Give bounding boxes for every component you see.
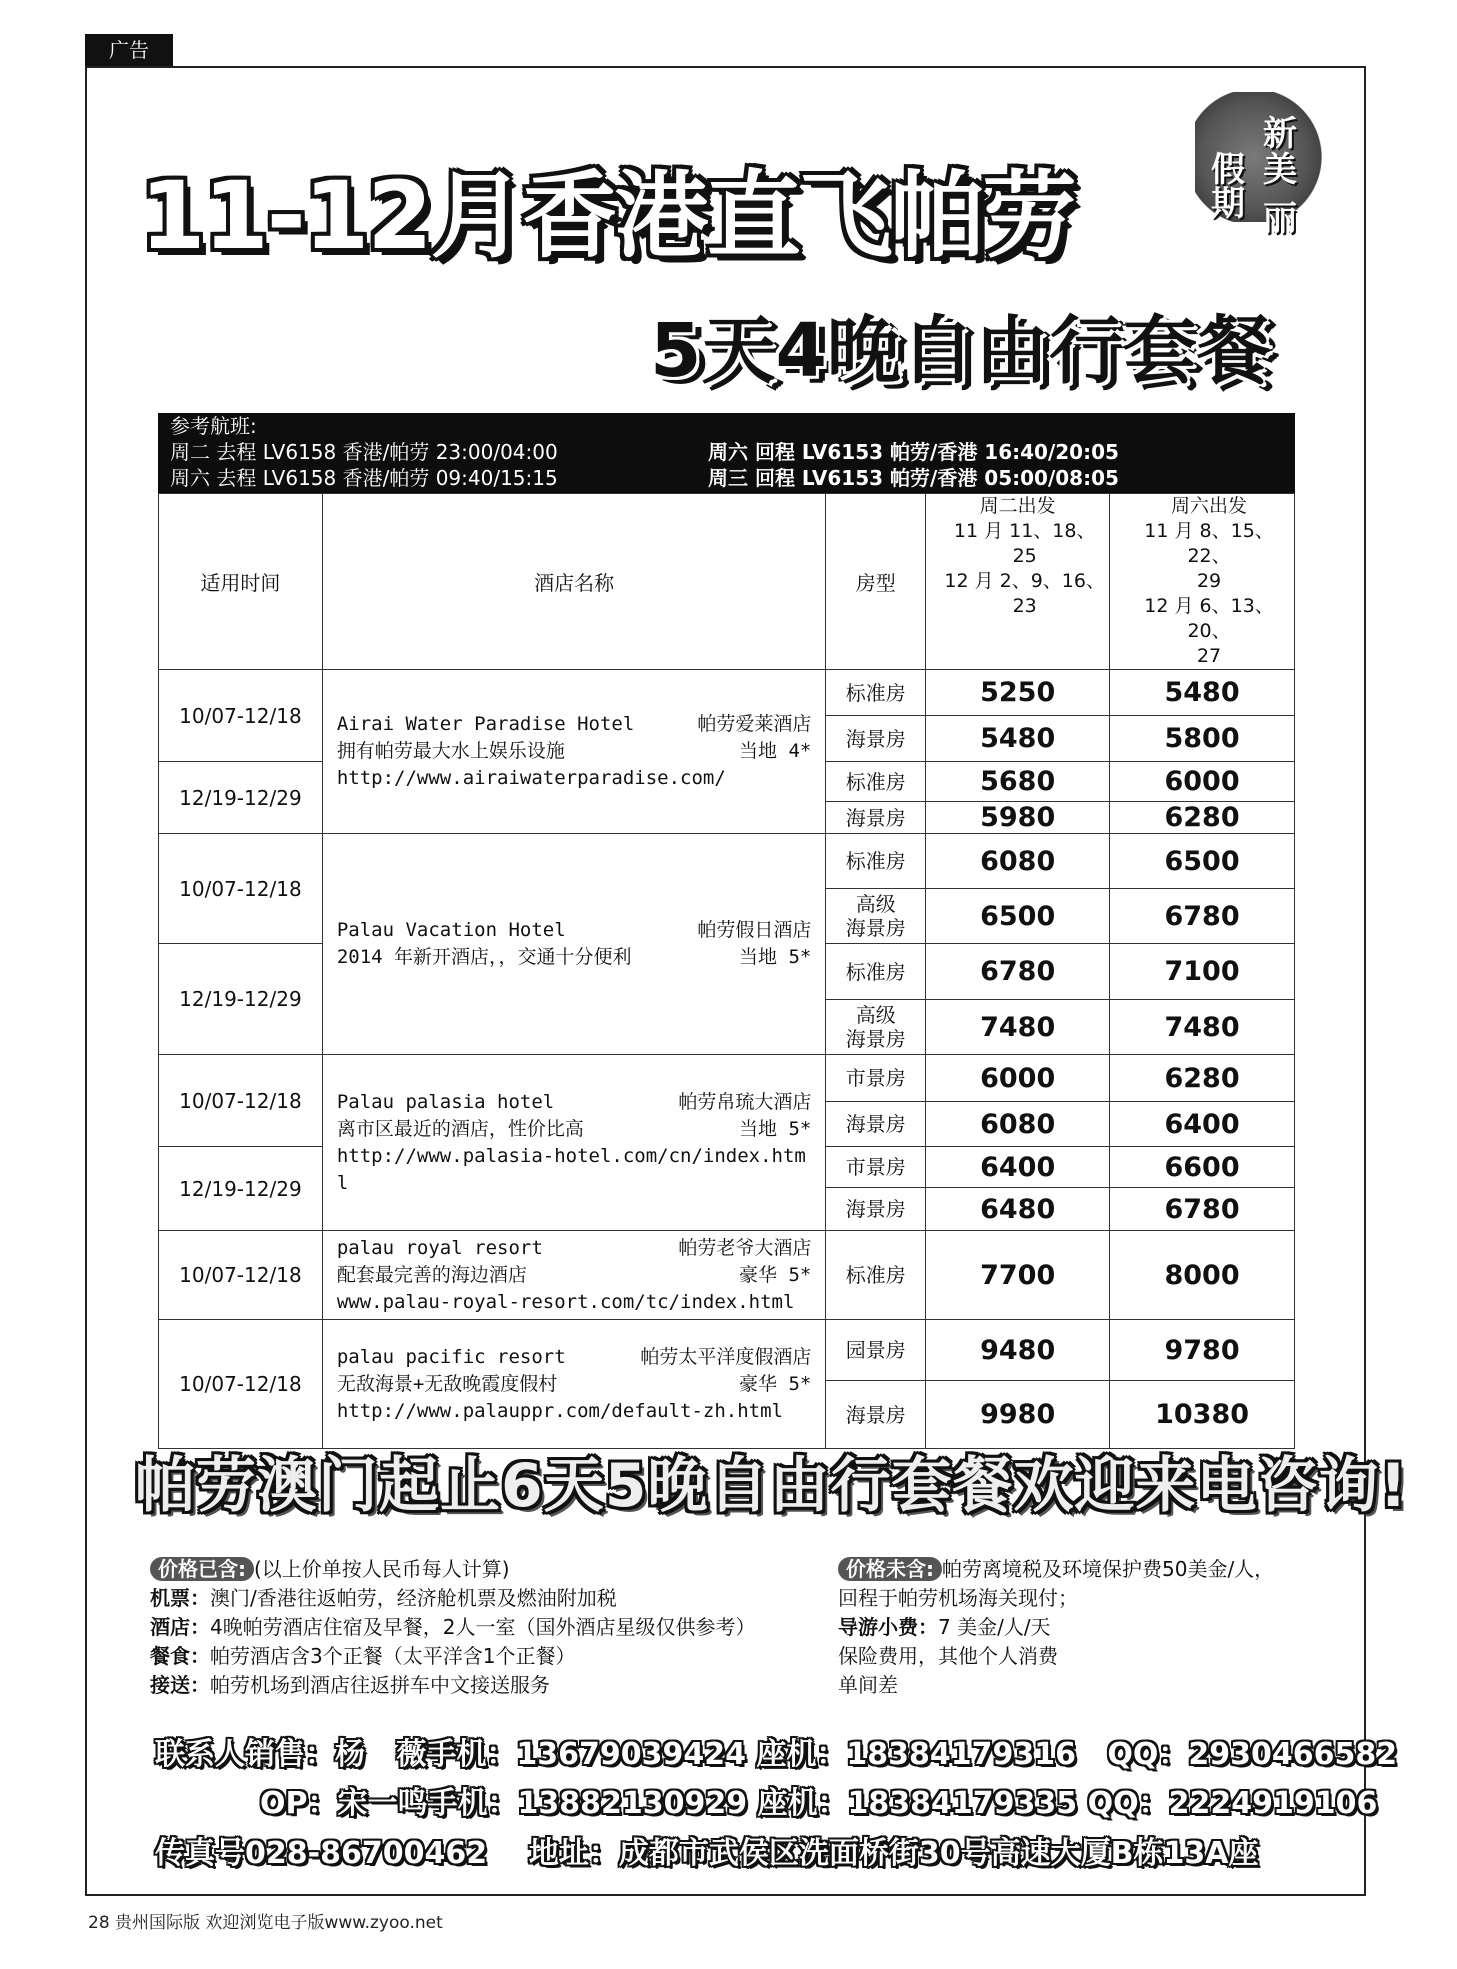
hotel-cell xyxy=(322,1231,826,1320)
header-hotel: 酒店名称 xyxy=(322,494,826,670)
price-saturday-cell: 9780 xyxy=(1110,1320,1295,1381)
contact-op: OP：宋一鸣手机：13882130929 座机：18384179335 QQ：2224919106 xyxy=(260,1786,1378,1821)
hotel-name-cn: 帕劳太平洋度假酒店 xyxy=(640,1345,812,1368)
table-row xyxy=(159,1231,1295,1320)
price-saturday-cell: 6280 xyxy=(1110,1055,1295,1102)
hotel-cell xyxy=(322,834,826,1055)
headline-subtitle: 5天4晚自由行套餐 xyxy=(650,308,1271,394)
tuesday-dates: 25 xyxy=(1012,545,1037,567)
flight-outbound: 周六 去程 LV6158 香港/帕劳 09:40/15:15 xyxy=(170,466,558,490)
hotel-cell xyxy=(322,670,826,834)
price-tuesday-cell: 5980 xyxy=(926,802,1110,834)
room-type-cell: 海景房 xyxy=(826,1381,926,1449)
flight-outbound: 周二 去程 LV6158 香港/帕劳 23:00/04:00 xyxy=(170,440,558,464)
hotel-desc-line xyxy=(337,1116,812,1143)
brand-char: 假 xyxy=(1211,150,1245,190)
hotel-desc: 2014 年新开酒店，，交通十分便利 xyxy=(336,946,632,968)
hotel-url: http://www.airaiwaterparadise.com/ xyxy=(336,767,726,789)
flight-row xyxy=(170,465,1295,491)
price-tuesday-cell: 6780 xyxy=(926,944,1110,1000)
price-saturday-cell: 6000 xyxy=(1110,762,1295,802)
room-type-cell: 市景房 xyxy=(826,1147,926,1188)
room-type-cell: 标准房 xyxy=(826,944,926,1000)
hotel-desc: 拥有帕劳最大水上娱乐设施 xyxy=(336,740,565,762)
table-header-row xyxy=(159,494,1295,670)
price-tuesday-cell: 6080 xyxy=(926,834,1110,889)
room-type-cell: 园景房 xyxy=(826,1320,926,1381)
hotel-desc-line xyxy=(337,738,812,765)
period-cell: 10/07-12/18 xyxy=(159,670,323,762)
price-tuesday-cell: 6400 xyxy=(926,1147,1110,1188)
price-saturday-cell: 6400 xyxy=(1110,1102,1295,1147)
table-row xyxy=(159,834,1295,889)
brand-char: 期 xyxy=(1211,184,1245,224)
price-saturday-cell: 10380 xyxy=(1110,1381,1295,1449)
hotel-name-cn: 帕劳爱莱酒店 xyxy=(697,713,812,735)
included-value: 澳门/香港往返帕劳，经济舱机票及燃油附加税 xyxy=(210,1586,617,1610)
included-item xyxy=(150,1613,830,1642)
consult-banner: 帕劳澳门起止6天5晚自由行套餐欢迎来电咨询! xyxy=(135,1451,1408,1521)
price-saturday-cell: 6780 xyxy=(1110,889,1295,944)
hotel-desc-line xyxy=(337,1262,812,1289)
hotel-desc-line xyxy=(337,944,812,971)
price-tuesday-cell: 5250 xyxy=(926,670,1110,716)
included-value: 帕劳酒店含3个正餐（太平洋含1个正餐） xyxy=(210,1644,576,1668)
excluded-tip xyxy=(838,1613,1308,1642)
included-value: 帕劳机场到酒店往返拼车中文接送服务 xyxy=(210,1673,550,1697)
hotel-name-line xyxy=(337,711,812,738)
hotel-name-cn: 帕劳假日酒店 xyxy=(697,919,812,941)
price-saturday-cell: 8000 xyxy=(1110,1231,1295,1320)
hotel-rating: 豪华 5* xyxy=(739,1372,812,1395)
price-excluded xyxy=(838,1555,1308,1700)
hotel-name-line xyxy=(337,1344,812,1371)
hotel-name-en: Airai Water Paradise Hotel xyxy=(336,713,635,735)
flight-return: 周六 回程 LV6153 帕劳/香港 16:40/20:05 xyxy=(708,440,1119,464)
included-label: 价格已含: xyxy=(150,1557,254,1581)
excluded-heading xyxy=(838,1555,1308,1584)
period-cell: 12/19-12/29 xyxy=(159,762,323,834)
page-footer: 28 贵州国际版 欢迎浏览电子版www.zyoo.net xyxy=(88,1913,443,1933)
flight-return: 周三 回程 LV6153 帕劳/香港 05:00/08:05 xyxy=(708,466,1119,490)
room-type-cell: 海景房 xyxy=(826,1102,926,1147)
included-item xyxy=(150,1584,830,1613)
saturday-label: 周六出发 xyxy=(1171,495,1248,517)
ad-tag: 广告 xyxy=(85,34,173,66)
price-tuesday-cell: 9480 xyxy=(926,1320,1110,1381)
tip-key: 导游小费： xyxy=(838,1615,938,1639)
tuesday-dates: 11 月 11、18、 xyxy=(953,520,1096,542)
room-type-cell: 标准房 xyxy=(826,834,926,889)
price-saturday-cell: 6600 xyxy=(1110,1147,1295,1188)
hotel-rating: 当地 5* xyxy=(739,946,812,968)
room-type-cell: 高级 海景房 xyxy=(826,1000,926,1055)
excluded-line: 帕劳离境税及环境保护费50美金/人， xyxy=(942,1557,1275,1581)
excluded-line: 回程于帕劳机场海关现付； xyxy=(838,1586,1078,1610)
price-tuesday-cell: 5480 xyxy=(926,716,1110,762)
hotel-url: http://www.palauppr.com/default-zh.html xyxy=(336,1399,783,1422)
hotel-name-line xyxy=(337,1235,812,1262)
room-type-cell: 标准房 xyxy=(826,670,926,716)
included-item xyxy=(150,1642,830,1671)
saturday-dates: 11 月 8、15、22、 xyxy=(1144,520,1274,567)
hotel-cell xyxy=(322,1055,826,1231)
header-room: 房型 xyxy=(826,494,926,670)
price-tuesday-cell: 9980 xyxy=(926,1381,1110,1449)
hotel-name-en: Palau palasia hotel xyxy=(336,1090,555,1113)
price-tuesday-cell: 5680 xyxy=(926,762,1110,802)
excluded-line: 单间差 xyxy=(838,1673,898,1697)
tip-value: 7 美金/人/天 xyxy=(938,1615,1051,1639)
contact-sales: 联系人销售：杨 薇手机：13679039424 座机：18384179316 QQ：2930466582 xyxy=(155,1737,1398,1772)
brand-logo xyxy=(1195,92,1325,239)
brand-char: 新 xyxy=(1263,114,1297,154)
hotel-name-en: palau royal resort xyxy=(336,1236,543,1259)
hotel-desc-line xyxy=(337,1371,812,1398)
hotel-name-cn: 帕劳老爷大酒店 xyxy=(678,1236,812,1259)
header-period: 适用时间 xyxy=(159,494,323,670)
price-tuesday-cell: 6500 xyxy=(926,889,1110,944)
hotel-rating: 当地 4* xyxy=(739,740,812,762)
flight-info-box xyxy=(158,413,1295,493)
included-heading xyxy=(150,1555,830,1584)
hotel-desc: 配套最完善的海边酒店 xyxy=(336,1263,527,1286)
room-type-cell: 海景房 xyxy=(826,1188,926,1231)
room-type-cell: 高级 海景房 xyxy=(826,889,926,944)
price-saturday-cell: 6280 xyxy=(1110,802,1295,834)
room-type-cell: 标准房 xyxy=(826,1231,926,1320)
period-cell: 10/07-12/18 xyxy=(159,1231,323,1320)
price-saturday-cell: 5800 xyxy=(1110,716,1295,762)
headline-title: 11-12月香港直飞帕劳 xyxy=(140,162,1075,271)
price-saturday-cell: 6500 xyxy=(1110,834,1295,889)
price-saturday-cell: 7480 xyxy=(1110,1000,1295,1055)
hotel-desc: 离市区最近的酒店，性价比高 xyxy=(336,1117,584,1140)
price-tuesday-cell: 7480 xyxy=(926,1000,1110,1055)
period-cell: 10/07-12/18 xyxy=(159,1320,323,1449)
price-saturday-cell: 6780 xyxy=(1110,1188,1295,1231)
hotel-rating: 豪华 5* xyxy=(739,1263,812,1286)
hotel-url: http://www.palasia-hotel.com/cn/index.html xyxy=(336,1144,806,1194)
tuesday-dates: 23 xyxy=(1012,595,1037,617)
hotel-name-line xyxy=(337,917,812,944)
table-row xyxy=(159,1055,1295,1102)
tuesday-dates: 12 月 2、9、16、 xyxy=(944,570,1105,592)
excluded-line: 保险费用，其他个人消费 xyxy=(838,1644,1058,1668)
room-type-cell: 海景房 xyxy=(826,716,926,762)
hotel-name-en: palau pacific resort xyxy=(336,1345,566,1368)
saturday-dates: 29 xyxy=(1196,570,1222,592)
included-value: 4晚帕劳酒店住宿及早餐，2人一室（国外酒店星级仅供参考） xyxy=(210,1615,756,1639)
included-key: 餐食： xyxy=(150,1644,210,1668)
hotel-cell xyxy=(322,1320,826,1449)
price-saturday-cell: 5480 xyxy=(1110,670,1295,716)
hotel-name-en: Palau Vacation Hotel xyxy=(336,919,566,941)
room-type-cell: 市景房 xyxy=(826,1055,926,1102)
included-key: 酒店： xyxy=(150,1615,210,1639)
included-key: 接送： xyxy=(150,1673,210,1697)
table-row xyxy=(159,1320,1295,1381)
hotel-name-line xyxy=(337,1089,812,1116)
room-type-cell: 海景房 xyxy=(826,802,926,834)
header-saturday xyxy=(1110,494,1295,670)
price-tuesday-cell: 6080 xyxy=(926,1102,1110,1147)
price-tuesday-cell: 6480 xyxy=(926,1188,1110,1231)
included-note: (以上价单按人民币每人计算) xyxy=(254,1557,510,1581)
period-cell: 10/07-12/18 xyxy=(159,1055,323,1147)
price-table xyxy=(158,493,1295,1449)
tuesday-label: 周二出发 xyxy=(979,495,1056,517)
flight-row xyxy=(170,439,1295,465)
room-type-cell: 标准房 xyxy=(826,762,926,802)
hotel-url: www.palau-royal-resort.com/tc/index.html xyxy=(336,1290,795,1313)
hotel-name-cn: 帕劳帛琉大酒店 xyxy=(678,1090,812,1113)
contact-address: 传真号028-86700462 地址：成都市武侯区洗面桥街30号高速大厦B栋13A座 xyxy=(155,1836,1259,1871)
price-saturday-cell: 7100 xyxy=(1110,944,1295,1000)
price-tuesday-cell: 6000 xyxy=(926,1055,1110,1102)
period-cell: 12/19-12/29 xyxy=(159,944,323,1055)
saturday-dates: 12 月 6、13、20、 xyxy=(1144,595,1274,642)
price-tuesday-cell: 7700 xyxy=(926,1231,1110,1320)
price-included xyxy=(150,1555,830,1700)
brand-char: 美丽 xyxy=(1263,150,1297,239)
header-tuesday xyxy=(926,494,1110,670)
excluded-label: 价格未含: xyxy=(838,1557,942,1581)
included-key: 机票： xyxy=(150,1586,210,1610)
hotel-rating: 当地 5* xyxy=(739,1117,812,1140)
hotel-desc: 无敌海景+无敌晚霞度假村 xyxy=(336,1372,558,1395)
flight-info-title: 参考航班: xyxy=(170,414,257,438)
period-cell: 10/07-12/18 xyxy=(159,834,323,944)
saturday-dates: 27 xyxy=(1196,645,1222,667)
included-item xyxy=(150,1671,830,1700)
table-row xyxy=(159,670,1295,716)
period-cell: 12/19-12/29 xyxy=(159,1147,323,1231)
